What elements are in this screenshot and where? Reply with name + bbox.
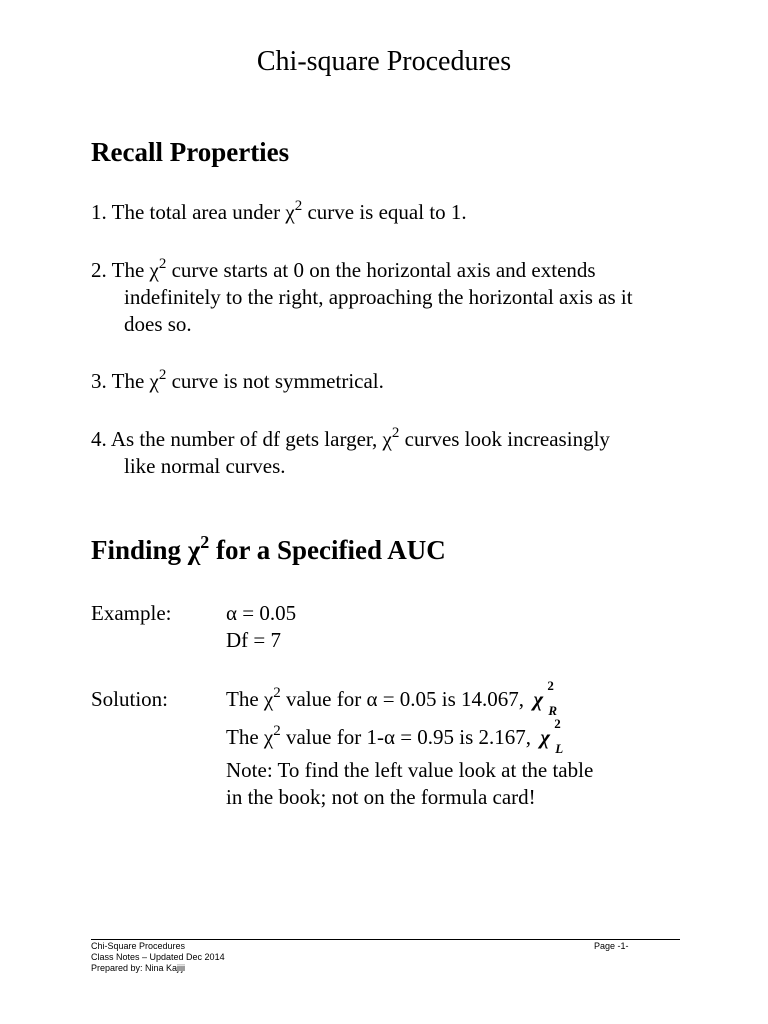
property-4-line-2: like normal curves. bbox=[124, 454, 286, 478]
property-3 bbox=[91, 368, 384, 395]
chi-right-symbol bbox=[533, 678, 557, 718]
solution-line-1-text-b: value for α = 0.05 is 14.067, bbox=[280, 687, 530, 711]
page-title: Chi-square Procedures bbox=[256, 46, 512, 77]
footer-divider bbox=[91, 939, 680, 940]
example-df: Df = 7 bbox=[226, 628, 282, 652]
solution-line-2-text-a: The bbox=[226, 725, 264, 749]
solution-line-2 bbox=[226, 716, 564, 756]
chi-symbol: χ bbox=[149, 258, 159, 282]
footer-class-notes: Class Notes – Updated Dec 2014 bbox=[91, 952, 225, 962]
example-label: Example: bbox=[91, 601, 172, 625]
chi-exponent: 2 bbox=[294, 198, 303, 214]
property-4 bbox=[91, 426, 610, 453]
chi-symbol: χ bbox=[263, 725, 274, 749]
recall-heading: Recall Properties bbox=[91, 137, 290, 167]
property-1-text-b: curve is equal to 1. bbox=[302, 200, 467, 224]
chi-exponent: 2 bbox=[200, 532, 210, 552]
solution-line-2-text-b: value for 1-α = 0.95 is 2.167, bbox=[280, 725, 537, 749]
chi-left-subscript: L bbox=[555, 741, 564, 756]
property-4-text-b: curves look increasingly bbox=[399, 427, 610, 451]
footer-author: Prepared by: Nina Kajiji bbox=[91, 963, 186, 973]
chi-right-subscript: R bbox=[548, 703, 557, 718]
solution-note-line-2: in the book; not on the formula card! bbox=[226, 785, 536, 809]
chi-symbol: χ bbox=[187, 535, 201, 565]
chi-symbol: χ bbox=[149, 369, 159, 393]
property-2-line-3: does so. bbox=[124, 312, 192, 336]
property-2-text-a: 2. The bbox=[91, 258, 150, 282]
property-4-text-a: 4. As the number of df gets larger, bbox=[91, 427, 383, 451]
chi-left-exponent: 2 bbox=[554, 716, 561, 731]
finding-heading bbox=[91, 532, 446, 566]
property-2 bbox=[91, 257, 596, 284]
property-2-text-b: curve starts at 0 on the horizontal axis and extends bbox=[166, 258, 596, 282]
chi-right-letter: χ bbox=[533, 687, 544, 711]
chi-left-letter: χ bbox=[540, 725, 551, 749]
chi-symbol: χ bbox=[382, 427, 392, 451]
property-1 bbox=[91, 199, 467, 226]
chi-exponent: 2 bbox=[158, 256, 167, 272]
chi-symbol: χ bbox=[263, 687, 274, 711]
chi-exponent: 2 bbox=[273, 723, 281, 739]
finding-heading-text-a: Finding bbox=[91, 535, 188, 565]
chi-symbol: χ bbox=[285, 200, 295, 224]
chi-right-exponent: 2 bbox=[547, 678, 554, 693]
property-2-line-2: indefinitely to the right, approaching the horizontal axis as it bbox=[124, 285, 633, 309]
solution-line-1-text-a: The bbox=[226, 687, 264, 711]
finding-heading-text-b: for a Specified AUC bbox=[209, 535, 446, 565]
solution-label: Solution: bbox=[91, 687, 169, 711]
chi-left-symbol bbox=[540, 716, 564, 756]
property-3-text-a: 3. The bbox=[91, 369, 150, 393]
chi-exponent: 2 bbox=[158, 367, 167, 383]
solution-note-line-1: Note: To find the left value look at the table bbox=[226, 758, 594, 782]
chi-exponent: 2 bbox=[391, 425, 400, 441]
footer-document-title: Chi-Square Procedures bbox=[91, 941, 186, 951]
example-alpha: α = 0.05 bbox=[226, 601, 297, 625]
property-3-text-b: curve is not symmetrical. bbox=[166, 369, 384, 393]
footer-page-number: Page -1- bbox=[594, 941, 629, 951]
solution-line-1 bbox=[226, 678, 557, 718]
chi-exponent: 2 bbox=[273, 685, 281, 701]
property-1-text-a: 1. The total area under bbox=[91, 200, 286, 224]
